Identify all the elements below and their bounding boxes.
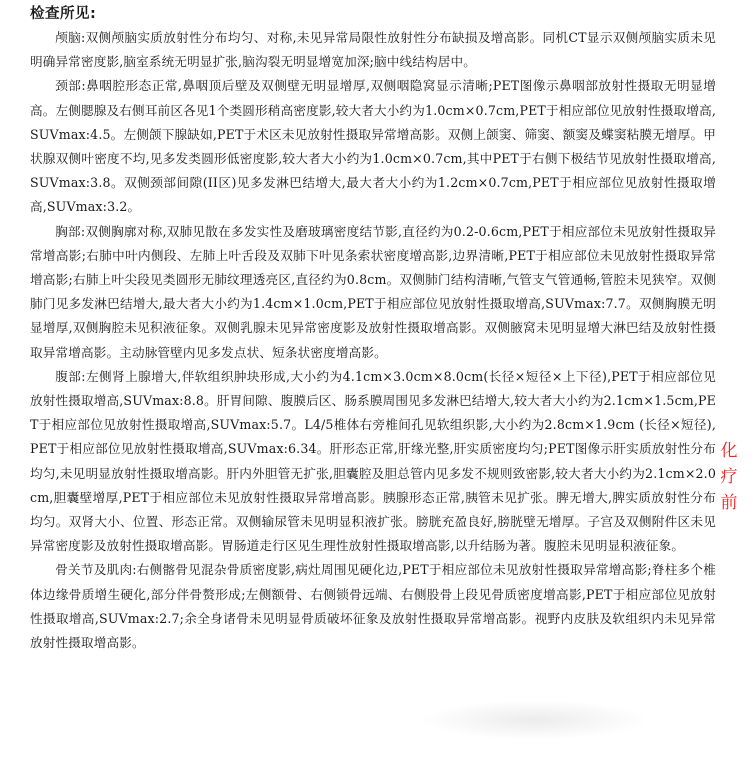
section-heading: 检查所见:	[30, 6, 97, 22]
paragraph-bone-muscle: 骨关节及肌肉:右侧髂骨见混杂骨质密度影,病灶周围见硬化边,PET于相应部位未见放射性摄取异常增高影;脊柱多个椎体边缘骨质增生硬化,部分伴骨赘形成;左侧额骨、右侧锁骨远端、右侧股骨上段见骨质密度增高影,PET于相应部位见放射性摄取增高,SUVmax:2.7;余全身诸骨未见明显骨质破坏征象及放射性摄取异常增高影。视野内皮肤及软组织内未见异常放射性摄取增高影。	[30, 562, 716, 651]
paragraph-chest: 胸部:双侧胸廓对称,双肺见散在多发实性及磨玻璃密度结节影,直径约为0.2-0.6cm,PET于相应部位未见放射性摄取异常增高影;右肺中叶内侧段、左肺上叶舌段及双肺下叶见条索状密度增高影,边界清晰,PET于相应部位未见放射性摄取异常增高影;右肺上叶尖段见类圆形无肺纹理透亮区,直径约为0.8cm。双侧肺门结构清晰,气管支气管通畅,管腔未见狭窄。双侧肺门见多发淋巴结增大,最大者大小约为1.4cm×1.0cm,PET于相应部位见放射性摄取增高,SUVmax:7.7。双侧胸膜无明显增厚,双侧胸腔未见积液征象。双侧乳腺未见异常密度影及放射性摄取增高影。双侧腋窝未见明显增大淋巴结及放射性摄取异常增高影。主动脉管壁内见多发点状、短条状密度增高影。	[30, 223, 716, 360]
side-note-char-3: 前	[720, 493, 738, 513]
side-note-char-1: 化	[720, 441, 738, 461]
findings-body	[30, 26, 716, 655]
handwritten-side-note	[718, 438, 740, 516]
scan-smudge	[420, 700, 650, 740]
paragraph-head: 颅脑:双侧颅脑实质放射性分布均匀、对称,未见异常局限性放射性分布缺损及增高影。同机CT显示双侧颅脑实质未见明确异常密度影,脑室系统无明显扩张,脑沟裂无明显增宽加深;脑中线结构居中。	[30, 30, 716, 70]
paragraph-neck: 颈部:鼻咽腔形态正常,鼻咽顶后壁及双侧壁无明显增厚,双侧咽隐窝显示清晰;PET图像示鼻咽部放射性摄取无明显增高。左侧腮腺及右侧耳前区各见1个类圆形稍高密度影,较大者大小约为1.0cm×0.7cm,PET于相应部位见放射性摄取增高,SUVmax:4.5。左侧颌下腺缺如,PET于术区未见放射性摄取异常增高影。双侧上颌窦、筛窦、额窦及蝶窦粘膜无增厚。甲状腺双侧叶密度不均,见多发类圆形低密度影,较大者大小约为1.0cm×0.7cm,其中PET于右侧下极结节见放射性摄取增高,SUVmax:3.8。双侧颈部间隙(II区)见多发淋巴结增大,最大者大小约为1.2cm×0.7cm,PET于相应部位见放射性摄取增高,SUVmax:3.2。	[30, 78, 716, 215]
side-note-char-2: 疗	[720, 467, 738, 487]
paragraph-abdomen: 腹部:左侧肾上腺增大,伴软组织肿块形成,大小约为4.1cm×3.0cm×8.0cm(长径×短径×上下径),PET于相应部位见放射性摄取增高,SUVmax:8.8。肝胃间隙、腹膜后区、肠系膜周围见多发淋巴结增大,较大者大小约为2.1cm×1.5cm,PET于相应部位见放射性摄取增高,SUVmax:5.7。L4/5椎体右旁椎间孔见软组织影,大小约为2.8cm×1.9cm (长径×短径),PET于相应部位见放射性摄取增高,SUVmax:6.34。肝形态正常,肝缘光整,肝实质密度均匀;PET图像示肝实质放射性分布均匀,未见明显放射性摄取增高影。肝内外胆管无扩张,胆囊腔及胆总管内见多发不规则致密影,较大者大小约为2.1cm×2.0cm,胆囊壁增厚,PET于相应部位未见放射性摄取异常增高影。胰腺形态正常,胰管未见扩张。脾无增大,脾实质放射性分布均匀。双肾大小、位置、形态正常。双侧输尿管未见明显积液扩张。膀胱充盈良好,膀胱壁无增厚。子宫及双侧附件区未见异常密度影及放射性摄取增高影。胃肠道走行区见生理性放射性摄取增高影,以升结肠为著。腹腔未见明显积液征象。	[30, 368, 716, 554]
